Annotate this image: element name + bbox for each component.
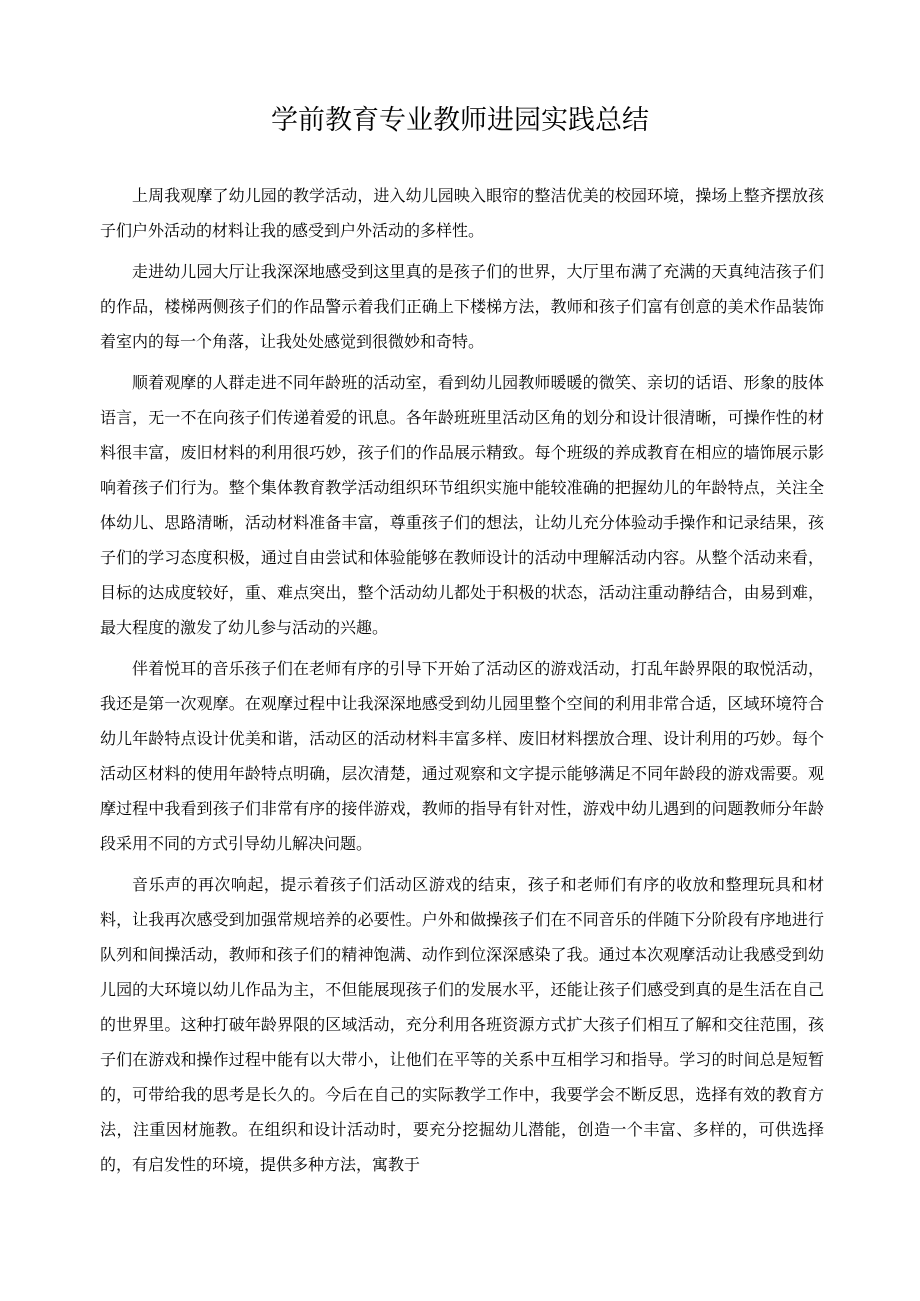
- document-title: 学前教育专业教师进园实践总结: [271, 105, 649, 136]
- paragraph-1: 上周我观摩了幼儿园的教学活动，进入幼儿园映入眼帘的整洁优美的校园环境，操场上整齐摆放孩子们户外活动的材料让我的感受到户外活动的多样性。: [100, 186, 824, 240]
- paragraph-2: 走进幼儿园大厅让我深深地感受到这里真的是孩子们的世界，大厅里布满了充满的天真纯洁孩子们的作品，楼梯两侧孩子们的作品警示着我们正确上下楼梯方法，教师和孩子们富有创意的美术作品装饰着室内的每一个角落，让我处处感觉到很微妙和奇特。: [100, 262, 824, 351]
- paragraph-3: 顺着观摩的人群走进不同年龄班的活动室，看到幼儿园教师暖暖的微笑、亲切的话语、形象的肢体语言，无一不在向孩子们传递着爱的讯息。各年龄班班里活动区角的划分和设计很清晰，可操作性的材料很丰富，废旧材料的利用很巧妙，孩子们的作品展示精致。每个班级的养成教育在相应的墙饰展示影响着孩子们行为。整个集体教育教学活动组织环节组织实施中能较准确的把握幼儿的年龄特点，关注全体幼儿、思路清晰，活动材料准备丰富，尊重孩子们的想法，让幼儿充分体验动手操作和记录结果，孩子们的学习态度积极，通过自由尝试和体验能够在教师设计的活动中理解活动内容。从整个活动来看，目标的达成度较好，重、难点突出，整个活动幼儿都处于积极的状态，活动注重动静结合，由易到难，最大程度的激发了幼儿参与活动的兴趣。: [100, 373, 824, 637]
- paragraph-5: 音乐声的再次响起，提示着孩子们活动区游戏的结束，孩子和老师们有序的收放和整理玩具和材料，让我再次感受到加强常规培养的必要性。户外和做操孩子们在不同音乐的伴随下分阶段有序地进行队列和间操活动，教师和孩子们的精神饱满、动作到位深深感染了我。通过本次观摩活动让我感受到幼儿园的大环境以幼儿作品为主，不但能展现孩子们的发展水平，还能让孩子们感受到真的是生活在自己的世界里。这种打破年龄界限的区域活动，充分利用各班资源方式扩大孩子们相互了解和交往范围，孩子们在游戏和操作过程中能有以大带小，让他们在平等的关系中互相学习和指导。学习的时间总是短暂的，可带给我的思考是长久的。今后在自己的实际教学工作中，我要学会不断反思，选择有效的教育方法，注重因材施教。在组织和设计活动时，要充分挖掘幼儿潜能，创造一个丰富、多样的，可供选择的，有启发性的环境，提供多种方法，寓教于: [100, 875, 824, 1174]
- paragraph-4: 伴着悦耳的音乐孩子们在老师有序的引导下开始了活动区的游戏活动，打乱年龄界限的取悦活动，我还是第一次观摩。在观摩过程中让我深深地感受到幼儿园里整个空间的利用非常合适，区域环境符合幼儿年龄特点设计优美和谐，活动区的活动材料丰富多样、废旧材料摆放合理、设计利用的巧妙。每个活动区材料的使用年龄特点明确，层次清楚，通过观察和文字提示能够满足不同年龄段的游戏需要。观摩过程中我看到孩子们非常有序的接伴游戏，教师的指导有针对性，游戏中幼儿遇到的问题教师分年龄段采用不同的方式引导幼儿解决问题。: [100, 659, 824, 853]
- document-body: [100, 178, 824, 1188]
